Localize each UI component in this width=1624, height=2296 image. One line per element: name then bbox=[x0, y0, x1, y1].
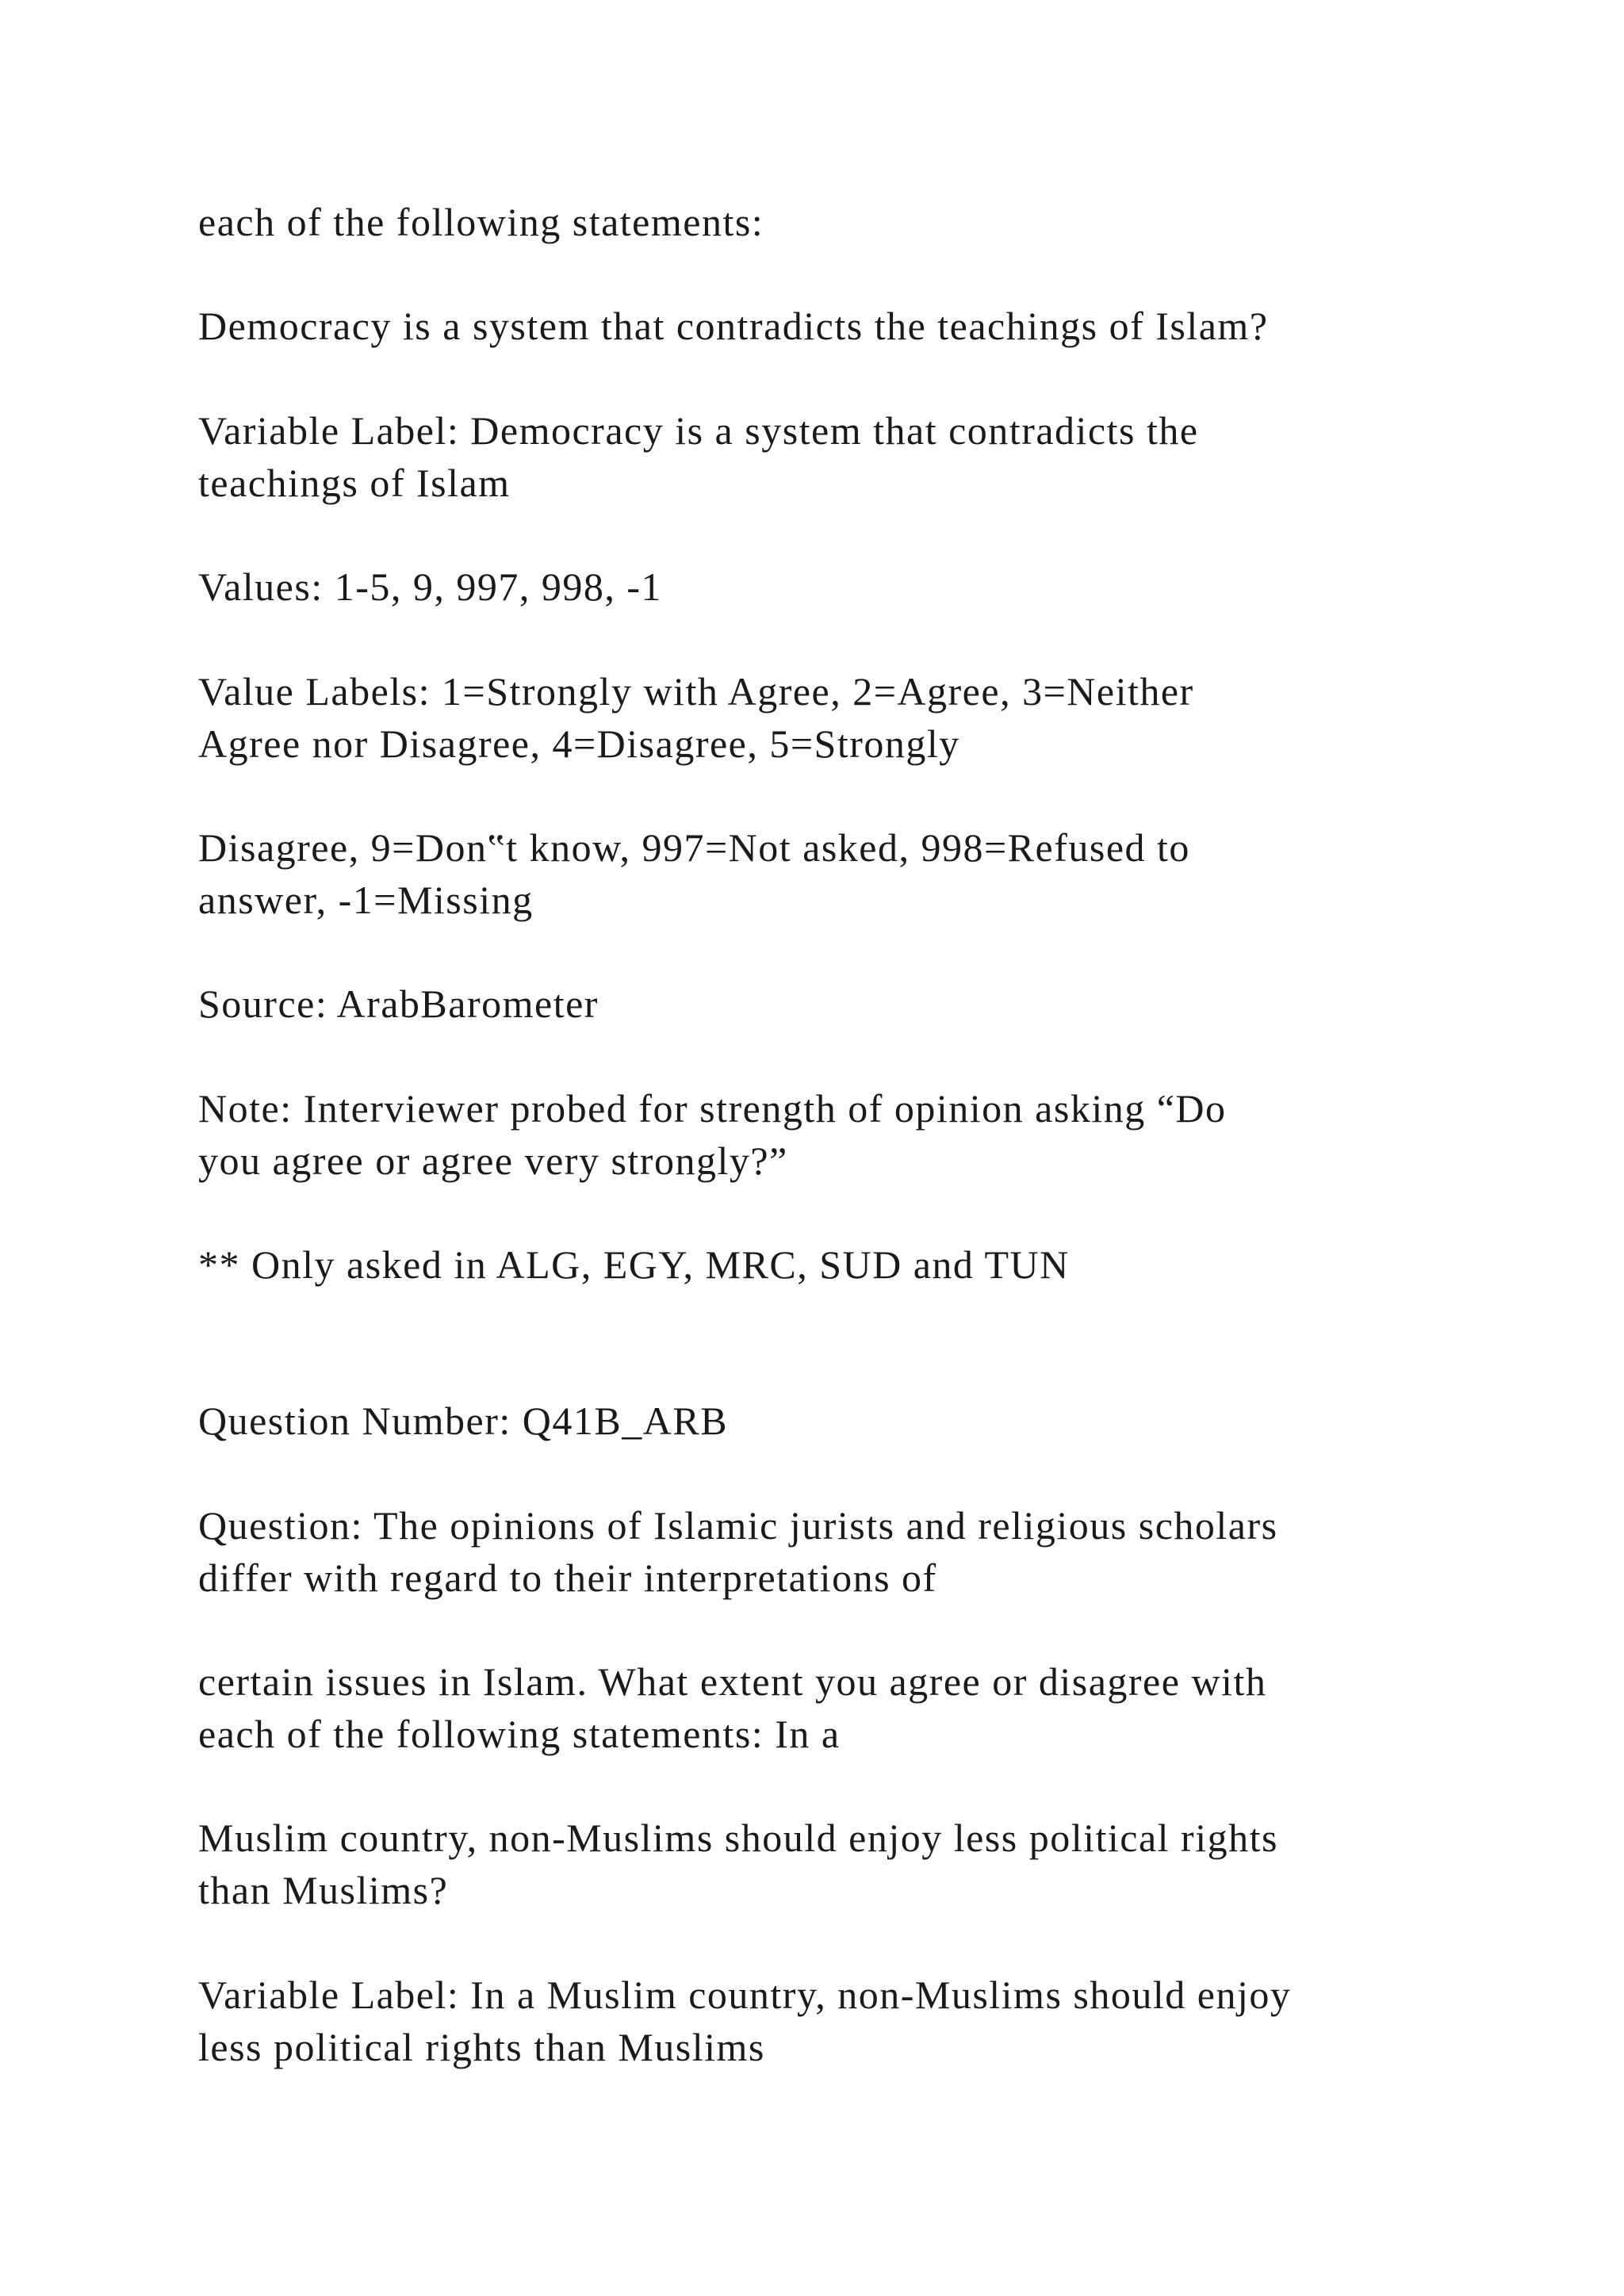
text-line: you agree or agree very strongly?” bbox=[198, 1138, 788, 1183]
text-line: Variable Label: In a Muslim country, non-Muslims should enjoy bbox=[198, 1973, 1292, 2017]
text-line: ** Only asked in ALG, EGY, MRC, SUD and TUN bbox=[198, 1242, 1070, 1287]
text-line: Value Labels: 1=Strongly with Agree, 2=Agree, 3=Neither bbox=[198, 669, 1194, 714]
text-line: Disagree, 9=Don‟t know, 997=Not asked, 998=Refused to bbox=[198, 825, 1190, 870]
text-line: Question Number: Q41B_ARB bbox=[198, 1399, 729, 1443]
text-line: Democracy is a system that contradicts the teachings of Islam? bbox=[198, 304, 1269, 348]
text-line: Muslim country, non-Muslims should enjoy less political rights bbox=[198, 1816, 1278, 1860]
text-line: Note: Interviewer probed for strength of opinion asking “Do bbox=[198, 1086, 1227, 1131]
text-line: Agree nor Disagree, 4=Disagree, 5=Strongly bbox=[198, 721, 960, 766]
text-line: than Muslims? bbox=[198, 1868, 449, 1912]
text-line: each of the following statements: bbox=[198, 200, 764, 244]
text-line: certain issues in Islam. What extent you agree or disagree with bbox=[198, 1659, 1267, 1704]
text-line: less political rights than Muslims bbox=[198, 2025, 765, 2069]
text-line: Values: 1-5, 9, 997, 998, -1 bbox=[198, 564, 662, 609]
text-line: teachings of Islam bbox=[198, 461, 511, 505]
text-line: each of the following statements: In a bbox=[198, 1712, 841, 1756]
text-line: answer, -1=Missing bbox=[198, 878, 534, 922]
text-line: differ with regard to their interpretations of bbox=[198, 1556, 937, 1600]
text-line: Question: The opinions of Islamic jurists and religious scholars bbox=[198, 1503, 1278, 1548]
text-line: Variable Label: Democracy is a system that contradicts the bbox=[198, 408, 1199, 453]
text-line: Source: ArabBarometer bbox=[198, 982, 599, 1026]
